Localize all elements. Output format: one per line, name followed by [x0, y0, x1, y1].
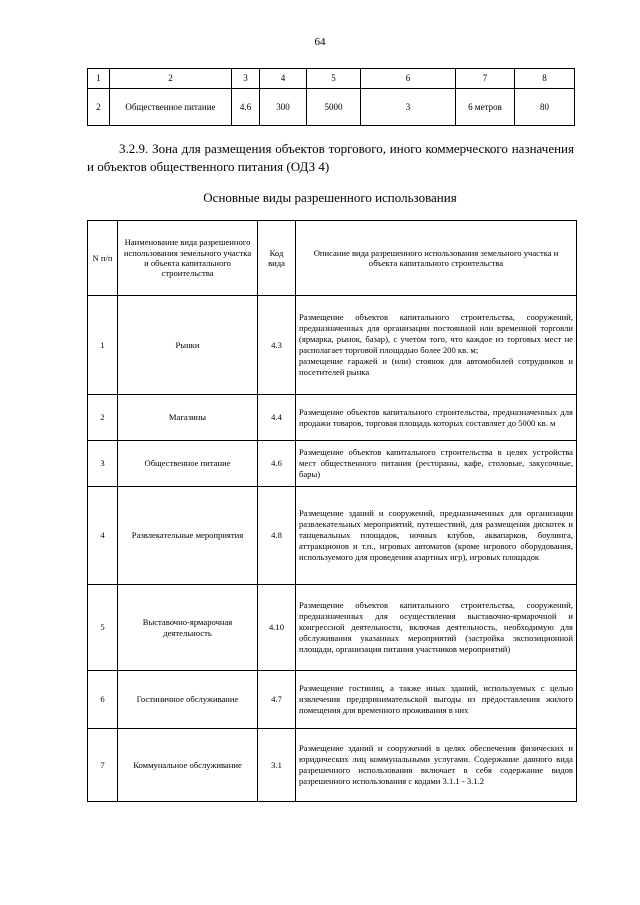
table-cell: 300 [260, 89, 307, 126]
table-caption: Основные виды разрешенного использования [203, 190, 457, 205]
header-num: N п/п [88, 221, 118, 296]
row-code: 4.6 [258, 441, 296, 487]
table-cell: 5000 [307, 89, 361, 126]
table-row [88, 89, 575, 126]
table-cell: 6 [361, 69, 456, 89]
row-num: 7 [88, 729, 118, 802]
row-num: 3 [88, 441, 118, 487]
table-cell: 4.6 [232, 89, 260, 126]
row-desc [296, 296, 577, 395]
section-heading: 3.2.9. Зона для размещения объектов торгового, иного коммерческого назначения и объектов общественного питания (ОДЗ 4) [87, 141, 574, 174]
row-desc: Размещение объектов капитального строительства в целях устройства мест общественного питания (рестораны, кафе, столовые, закусочные, бары) [296, 441, 577, 487]
table-row [88, 487, 577, 585]
table-row [88, 296, 577, 395]
row-name: Коммунальное обслуживание [118, 729, 258, 802]
page-number: 64 [314, 36, 326, 48]
row-name: Магазины [118, 395, 258, 441]
row-code: 4.10 [258, 585, 296, 671]
row-code: 3.1 [258, 729, 296, 802]
table-cell: 7 [456, 69, 515, 89]
table-cell: 1 [88, 69, 110, 89]
row-code: 4.8 [258, 487, 296, 585]
row-code: 4.4 [258, 395, 296, 441]
header-name: Наименование вида разрешенного использования земельного участка и объекта капитального строительства [118, 221, 258, 296]
header-desc: Описание вида разрешенного использования земельного участка и объекта капитального строительства [296, 221, 577, 296]
table-header-row [88, 221, 577, 296]
row-desc: Размещение зданий и сооружений, предназначенных для организации развлекательных мероприятий, путешествий, для размещения дискотек и танцевальных площадок, ночных клубов, аквапарков, боулинга, аттракционов и т.п., игровых автоматов (кроме игрового оборудования, используемого для проведения азартных игр), игровых площадок [296, 487, 577, 585]
land-use-table [87, 220, 577, 802]
table-row [88, 441, 577, 487]
table-cell: 80 [515, 89, 575, 126]
table-cell: 5 [307, 69, 361, 89]
row-num: 6 [88, 671, 118, 729]
table-cell: 2 [88, 89, 110, 126]
continuation-table [87, 68, 575, 126]
row-code: 4.7 [258, 671, 296, 729]
table-row [88, 671, 577, 729]
row-name: Рынки [118, 296, 258, 395]
table-cell: 8 [515, 69, 575, 89]
table-row [88, 395, 577, 441]
row-num: 5 [88, 585, 118, 671]
table-cell: Общественное питание [110, 89, 232, 126]
table-cell: 6 метров [456, 89, 515, 126]
row-name: Общественное питание [118, 441, 258, 487]
row-num: 4 [88, 487, 118, 585]
table-cell: 2 [110, 69, 232, 89]
row-code: 4.3 [258, 296, 296, 395]
table-row [88, 585, 577, 671]
row-name: Выставочно-ярмарочная деятельность [118, 585, 258, 671]
row-name: Развлекательные мероприятия [118, 487, 258, 585]
row-desc-text: Размещение объектов капитального строительства, сооружений, предназначенных для организации постоянной или временной торговли (ярмарка, рынок, базар), с учетом того, что каждое из торговых мест не располагает торговой площадью более 200 кв. м; [299, 312, 573, 355]
row-desc: Размещение объектов капитального строительства, предназначенных для продажи товаров, торговая площадь которых составляет до 5000 кв. м [296, 395, 577, 441]
row-num: 1 [88, 296, 118, 395]
row-desc: Размещение зданий и сооружений в целях обеспечения физических и юридических лиц коммунальными услугами. Содержание данного вида разрешенного использования включает в себя содержание видов разрешенного использования с кодами 3.1.1 - 3.1.2 [296, 729, 577, 802]
row-desc-text-2: размещение гаражей и (или) стоянок для автомобилей сотрудников и посетителей рынка [299, 356, 573, 377]
column-number-row [88, 69, 575, 89]
table-row [88, 729, 577, 802]
row-name: Гостиничное обслуживание [118, 671, 258, 729]
table-cell: 3 [361, 89, 456, 126]
row-desc: Размещение объектов капитального строительства, сооружений, предназначенных для осуществления выставочно-ярмарочной и конгрессной деятельности, включая деятельность, необходимую для обслуживания указанных мероприятий (застройка экспозиционной площади, организация питания участников мероприятий) [296, 585, 577, 671]
row-num: 2 [88, 395, 118, 441]
header-code: Код вида [258, 221, 296, 296]
table-cell: 4 [260, 69, 307, 89]
table-cell: 3 [232, 69, 260, 89]
row-desc: Размещение гостиниц, а также иных зданий, используемых с целью извлечения предпринимательской выгоды из предоставления жилого помещения для временного проживания в них [296, 671, 577, 729]
